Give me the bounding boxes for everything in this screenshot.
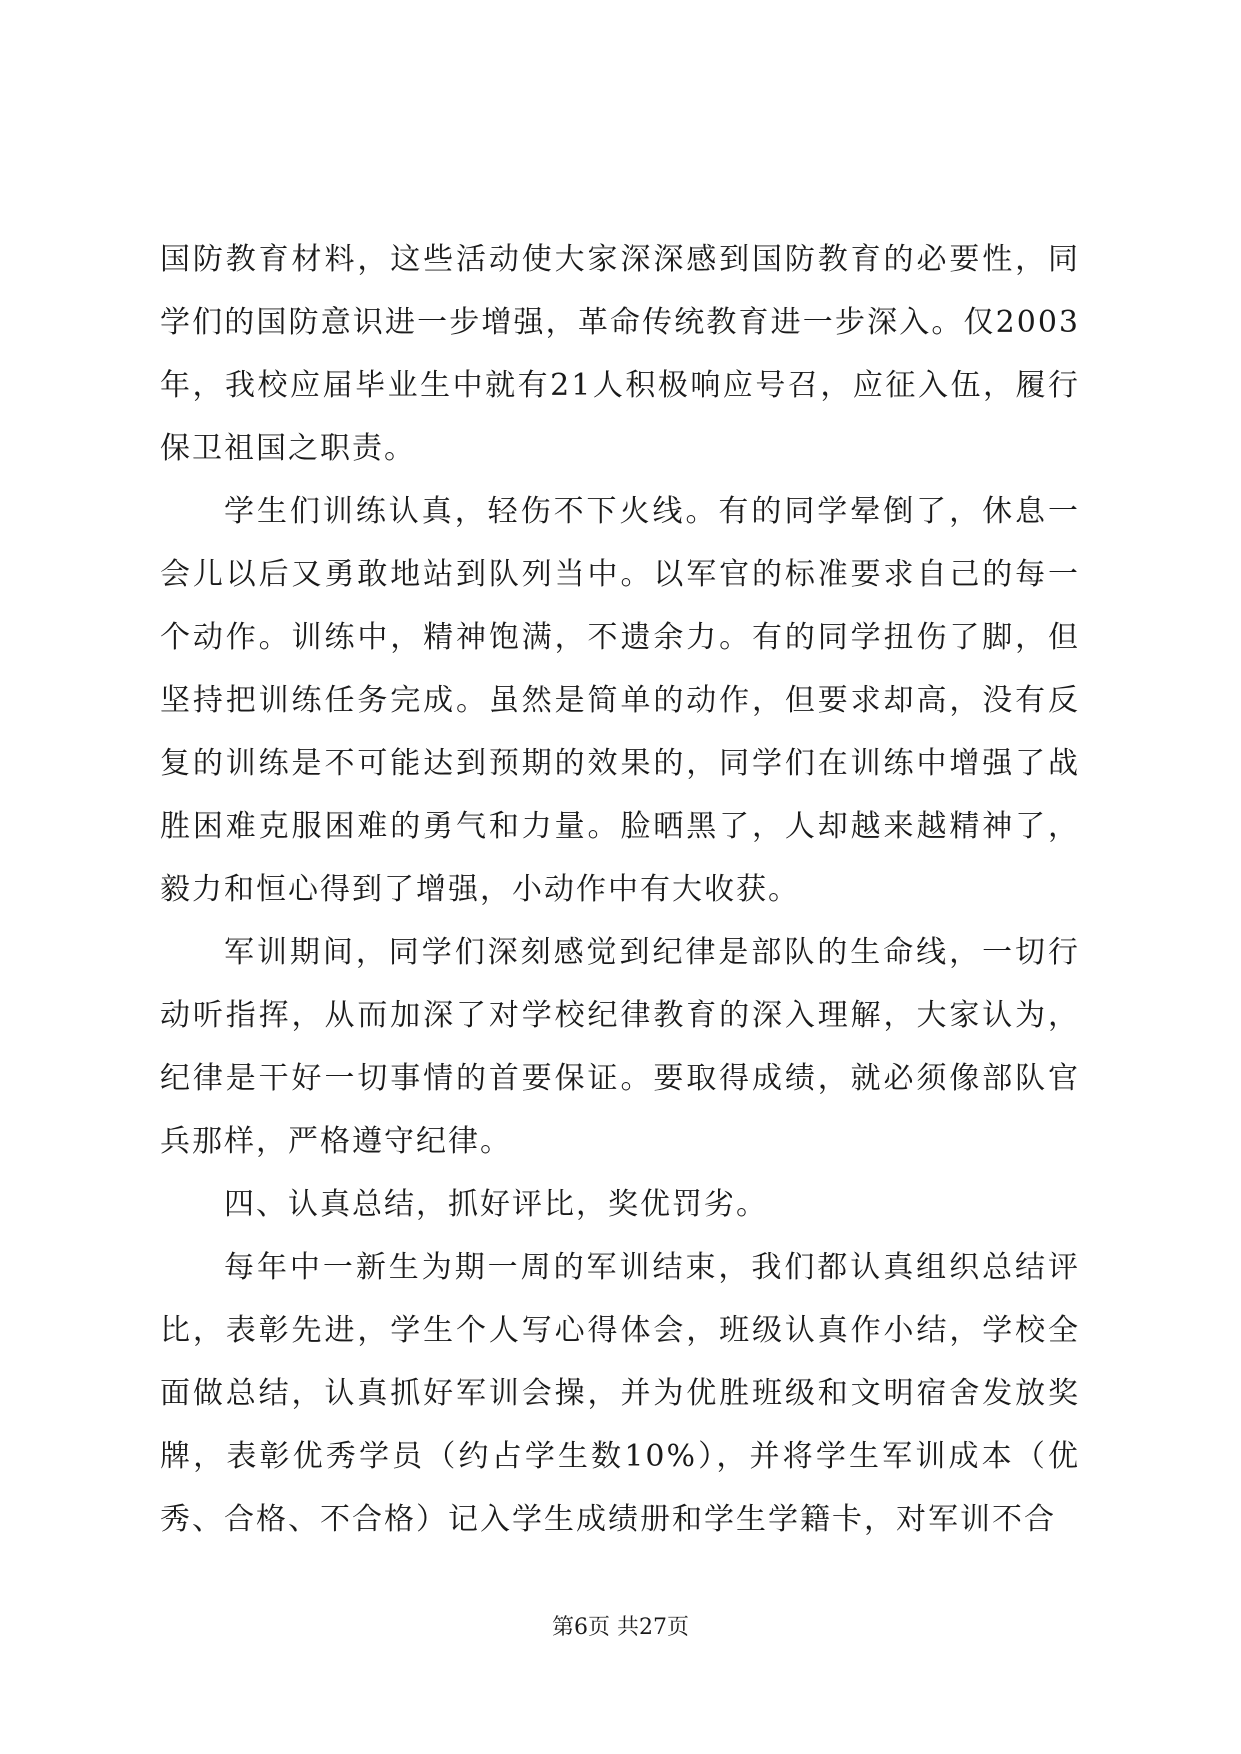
body-text — [160, 228, 1080, 1551]
section-heading-4: 四、认真总结，抓好评比，奖优罚劣。 — [224, 1187, 768, 1222]
paragraph-2: 学生们训练认真，轻伤不下火线。有的同学晕倒了，休息一会儿以后又勇敢地站到队列当中。以军官的标准要求自己的每一个动作。训练中，精神饱满，不遗余力。有的同学扭伤了脚，但坚持把训练任务完成。虽然是简单的动作，但要求却高，没有反复的训练是不可能达到预期的效果的，同学们在训练中增强了战胜困难克服困难的勇气和力量。脸晒黑了，人却越来越精神了，毅力和恒心得到了增强，小动作中有大收获。 — [160, 494, 1080, 907]
paragraph-3: 军训期间，同学们深刻感觉到纪律是部队的生命线，一切行动听指挥，从而加深了对学校纪律教育的深入理解，大家认为，纪律是干好一切事情的首要保证。要取得成绩，就必须像部队官兵那样，严格遵守纪律。 — [160, 935, 1080, 1159]
paragraph-5: 每年中一新生为期一周的军训结束，我们都认真组织总结评比，表彰先进，学生个人写心得体会，班级认真作小结，学校全面做总结，认真抓好军训会操，并为优胜班级和文明宿舍发放奖牌，表彰优秀学员（约占学生数10%），并将学生军训成本（优秀、合格、不合格）记入学生成绩册和学生学籍卡，对军训不合 — [160, 1250, 1080, 1537]
page-number-footer: 第6页 共27页 — [552, 1615, 689, 1640]
paragraph-1: 国防教育材料，这些活动使大家深深感到国防教育的必要性，同学们的国防意识进一步增强，革命传统教育进一步深入。仅2003年，我校应届毕业生中就有21人积极响应号召，应征入伍，履行保卫祖国之职责。 — [160, 242, 1080, 466]
